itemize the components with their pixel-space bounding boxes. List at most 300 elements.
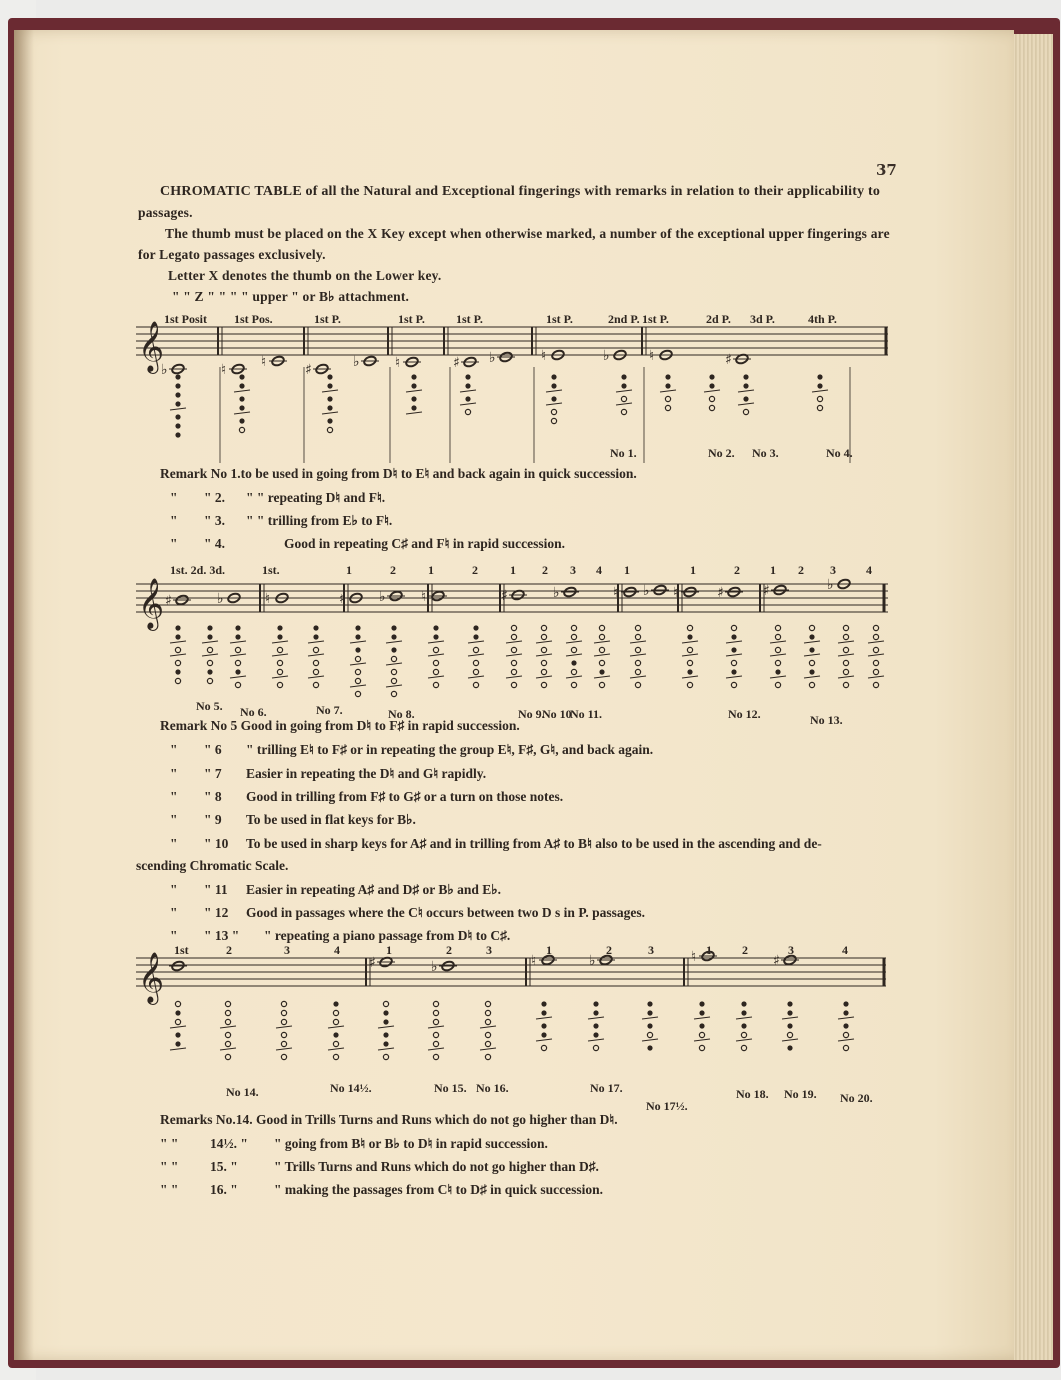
divider-stroke <box>682 676 698 678</box>
open-key-circle <box>635 625 640 630</box>
open-key-circle <box>551 418 556 423</box>
open-key-circle <box>485 1010 490 1015</box>
divider-stroke <box>838 654 854 656</box>
open-key-circle <box>731 660 736 665</box>
open-key-circle <box>511 682 516 687</box>
divider-stroke <box>480 1026 496 1028</box>
fingering-label: 2 <box>390 563 396 577</box>
divider-stroke <box>220 1048 236 1050</box>
closed-key-dot <box>593 1010 598 1015</box>
open-key-circle <box>843 669 848 674</box>
open-key-circle <box>741 1045 746 1050</box>
divider-stroke <box>782 1017 798 1019</box>
open-key-circle <box>511 625 516 630</box>
position-label: 1st P. <box>546 312 573 326</box>
position-label: 1st P. <box>642 312 669 326</box>
open-key-circle <box>541 634 546 639</box>
closed-key-dot <box>383 1041 388 1046</box>
accidental-icon: ♭ <box>161 362 168 378</box>
remark-11: " " 11 Easier in repeating A♯ and D♯ or B♭ and E♭. <box>170 882 502 897</box>
closed-key-dot <box>621 383 626 388</box>
open-key-circle <box>485 1032 490 1037</box>
divider-stroke <box>812 390 828 392</box>
open-key-circle <box>485 1001 490 1006</box>
open-key-circle <box>873 660 878 665</box>
divider-stroke <box>406 412 422 414</box>
open-key-circle <box>473 682 478 687</box>
divider-stroke <box>202 641 218 643</box>
divider-stroke <box>230 654 246 656</box>
open-key-circle <box>571 647 576 652</box>
closed-key-dot <box>207 625 212 630</box>
closed-key-dot <box>207 634 212 639</box>
open-key-circle <box>473 669 478 674</box>
open-key-circle <box>599 634 604 639</box>
open-key-circle <box>843 634 848 639</box>
fingering-number-label: No 4. <box>826 446 853 460</box>
divider-stroke <box>630 676 646 678</box>
open-key-circle <box>355 656 360 661</box>
open-key-circle <box>541 682 546 687</box>
open-key-circle <box>313 669 318 674</box>
divider-stroke <box>536 641 552 643</box>
open-key-circle <box>687 682 692 687</box>
open-key-circle <box>333 1010 338 1015</box>
divider-stroke <box>536 1017 552 1019</box>
open-key-circle <box>333 1019 338 1024</box>
divider-stroke <box>804 641 820 643</box>
closed-key-dot <box>787 1010 792 1015</box>
open-key-circle <box>277 682 282 687</box>
treble-clef-icon: 𝄞 <box>138 321 165 372</box>
position-label: 2d P. <box>706 312 731 326</box>
accidental-icon: ♮ <box>221 362 227 378</box>
accidental-icon: ♭ <box>431 959 438 975</box>
open-key-circle <box>787 1032 792 1037</box>
divider-stroke <box>328 1026 344 1028</box>
divider-stroke <box>308 654 324 656</box>
open-key-circle <box>485 1019 490 1024</box>
staff-3-svg <box>130 942 900 1122</box>
fingering-number-label: No 8. <box>388 707 415 721</box>
remark-4: " " 4. Good in repeating C♯ and F♮ in rapid succession. <box>170 536 565 551</box>
open-key-circle <box>225 1032 230 1037</box>
closed-key-dot <box>239 405 244 410</box>
closed-key-dot <box>571 660 576 665</box>
divider-stroke <box>308 641 324 643</box>
accidental-icon: ♯ <box>717 585 724 601</box>
fingering-number-label: No 17. <box>590 1081 623 1095</box>
closed-key-dot <box>593 1023 598 1028</box>
open-key-circle <box>873 634 878 639</box>
closed-key-dot <box>699 1001 704 1006</box>
fingering-label: 1st <box>174 943 189 957</box>
open-key-circle <box>277 647 282 652</box>
position-label: 1st Posit <box>164 312 207 326</box>
accidental-icon: ♮ <box>541 348 547 364</box>
accidental-icon: ♯ <box>725 352 732 368</box>
accidental-icon: ♯ <box>763 583 770 599</box>
open-key-circle <box>687 647 692 652</box>
closed-key-dot <box>809 669 814 674</box>
open-key-circle <box>333 1041 338 1046</box>
fingering-label: 2 <box>542 563 548 577</box>
open-key-circle <box>571 634 576 639</box>
open-key-circle <box>277 669 282 674</box>
fingering-label: 2 <box>446 943 452 957</box>
open-key-circle <box>281 1010 286 1015</box>
fingering-label: 3 <box>284 943 290 957</box>
open-key-circle <box>687 660 692 665</box>
open-key-circle <box>809 682 814 687</box>
closed-key-dot <box>391 634 396 639</box>
accidental-icon: ♯ <box>773 953 780 969</box>
open-key-circle <box>809 625 814 630</box>
accidental-icon: ♯ <box>453 355 460 371</box>
open-key-circle <box>207 647 212 652</box>
open-key-circle <box>175 1001 180 1006</box>
closed-key-dot <box>175 1032 180 1037</box>
divider-stroke <box>736 1017 752 1019</box>
closed-key-dot <box>593 1001 598 1006</box>
divider-stroke <box>738 390 754 392</box>
closed-key-dot <box>411 405 416 410</box>
fingering-number-label: No 6. <box>240 705 267 719</box>
open-key-circle <box>593 1045 598 1050</box>
open-key-circle <box>281 1001 286 1006</box>
closed-key-dot <box>355 647 360 652</box>
divider-stroke <box>276 1048 292 1050</box>
open-key-circle <box>225 1054 230 1059</box>
closed-key-dot <box>235 625 240 630</box>
remark-2: " " 2. " " repeating D♮ and F♮. <box>170 490 386 505</box>
accidental-icon: ♮ <box>649 348 655 364</box>
intro-line-6: " " Z " " " " upper " or B♭ attachment. <box>172 289 410 304</box>
divider-stroke <box>386 641 402 643</box>
closed-key-dot <box>277 634 282 639</box>
divider-stroke <box>630 641 646 643</box>
divider-stroke <box>782 1039 798 1041</box>
closed-key-dot <box>809 634 814 639</box>
closed-key-dot <box>235 669 240 674</box>
closed-key-dot <box>465 374 470 379</box>
divider-stroke <box>704 390 720 392</box>
closed-key-dot <box>411 396 416 401</box>
open-key-circle <box>313 682 318 687</box>
accidental-icon: ♮ <box>691 949 697 965</box>
closed-key-dot <box>665 383 670 388</box>
accidental-icon: ♯ <box>339 591 346 607</box>
open-key-circle <box>207 660 212 665</box>
open-key-circle <box>473 660 478 665</box>
divider-stroke <box>350 663 366 665</box>
page-number: 37 <box>876 161 897 179</box>
fingering-number-label: No 11. <box>570 707 603 721</box>
divider-stroke <box>350 685 366 687</box>
closed-key-dot <box>647 1001 652 1006</box>
divider-stroke <box>630 654 646 656</box>
accidental-icon: ♯ <box>305 362 312 378</box>
open-key-circle <box>277 660 282 665</box>
divider-stroke <box>616 390 632 392</box>
open-key-circle <box>433 1001 438 1006</box>
fingering-label: 1st. <box>262 563 280 577</box>
accidental-icon: ♭ <box>589 953 596 969</box>
open-key-circle <box>383 1054 388 1059</box>
open-key-circle <box>843 1032 848 1037</box>
closed-key-dot <box>817 374 822 379</box>
fingering-label: 2 <box>742 943 748 957</box>
divider-stroke <box>378 1026 394 1028</box>
closed-key-dot <box>731 669 736 674</box>
accidental-icon: ♮ <box>395 355 401 371</box>
fingering-label: 4 <box>334 943 340 957</box>
accidental-icon: ♮ <box>673 585 679 601</box>
divider-stroke <box>770 641 786 643</box>
music-system-1 <box>130 305 900 485</box>
open-key-circle <box>433 1041 438 1046</box>
position-label: 3d P. <box>750 312 775 326</box>
divider-stroke <box>694 1017 710 1019</box>
fingering-number-label: No 14½. <box>330 1081 372 1095</box>
divider-stroke <box>838 1039 854 1041</box>
closed-key-dot <box>355 634 360 639</box>
accidental-icon: ♮ <box>421 589 427 605</box>
divider-stroke <box>386 685 402 687</box>
closed-key-dot <box>743 383 748 388</box>
fingering-label: 1 <box>346 563 352 577</box>
remark-3: " " 3. " " trilling from E♭ to F♮. <box>170 513 393 528</box>
fingering-number-label: No 10 <box>542 707 572 721</box>
closed-key-dot <box>699 1023 704 1028</box>
open-key-circle <box>775 634 780 639</box>
divider-stroke <box>386 663 402 665</box>
closed-key-dot <box>709 383 714 388</box>
closed-key-dot <box>277 625 282 630</box>
accidental-icon: ♭ <box>603 348 610 364</box>
closed-key-dot <box>665 374 670 379</box>
closed-key-dot <box>175 669 180 674</box>
closed-key-dot <box>175 1041 180 1046</box>
fingering-number-label: No 17½. <box>646 1099 688 1113</box>
open-key-circle <box>541 669 546 674</box>
closed-key-dot <box>175 423 180 428</box>
closed-key-dot <box>741 1023 746 1028</box>
open-key-circle <box>843 1045 848 1050</box>
fingering-number-label: No 19. <box>784 1087 817 1101</box>
open-key-circle <box>473 647 478 652</box>
closed-key-dot <box>465 396 470 401</box>
closed-key-dot <box>551 396 556 401</box>
open-key-circle <box>709 405 714 410</box>
divider-stroke <box>350 641 366 643</box>
open-key-circle <box>635 669 640 674</box>
open-key-circle <box>433 1010 438 1015</box>
divider-stroke <box>170 1026 186 1028</box>
closed-key-dot <box>743 374 748 379</box>
accidental-icon: ♮ <box>613 585 619 601</box>
divider-stroke <box>428 641 444 643</box>
divider-stroke <box>406 390 422 392</box>
closed-key-dot <box>175 414 180 419</box>
open-key-circle <box>541 660 546 665</box>
remark-1: Remark No 1.to be used in going from D♮ to E♮ and back again in quick succession. <box>160 466 637 481</box>
closed-key-dot <box>731 634 736 639</box>
open-key-circle <box>635 647 640 652</box>
closed-key-dot <box>551 383 556 388</box>
open-key-circle <box>511 634 516 639</box>
open-key-circle <box>485 1041 490 1046</box>
divider-stroke <box>736 1039 752 1041</box>
fingering-label: 1 <box>770 563 776 577</box>
treble-clef-icon: 𝄞 <box>138 578 165 629</box>
accidental-icon: ♭ <box>217 591 224 607</box>
divider-stroke <box>616 403 632 405</box>
open-key-circle <box>843 682 848 687</box>
open-key-circle <box>391 656 396 661</box>
remark-14-half: " " 14½. " " going from B♮ or B♭ to D♮ in rapid succession. <box>160 1136 548 1151</box>
open-key-circle <box>817 396 822 401</box>
divider-stroke <box>460 390 476 392</box>
accidental-icon: ♮ <box>265 591 271 607</box>
divider-stroke <box>468 654 484 656</box>
open-key-circle <box>599 660 604 665</box>
closed-key-dot <box>327 396 332 401</box>
accidental-icon: ♮ <box>531 953 537 969</box>
open-key-circle <box>599 625 604 630</box>
fingering-label: 4 <box>866 563 872 577</box>
closed-key-dot <box>541 1010 546 1015</box>
fingering-label: 2 <box>734 563 740 577</box>
open-key-circle <box>355 678 360 683</box>
closed-key-dot <box>433 625 438 630</box>
fingering-label: 1 <box>624 563 630 577</box>
fingering-label: 2 <box>798 563 804 577</box>
open-key-circle <box>175 647 180 652</box>
closed-key-dot <box>383 1019 388 1024</box>
divider-stroke <box>276 1026 292 1028</box>
closed-key-dot <box>743 396 748 401</box>
accidental-icon: ♭ <box>353 354 360 370</box>
position-label: 4th P. <box>808 312 837 326</box>
open-key-circle <box>647 1032 652 1037</box>
open-key-circle <box>355 691 360 696</box>
position-label: 1st Pos. <box>234 312 273 326</box>
open-key-circle <box>383 1001 388 1006</box>
divider-stroke <box>642 1039 658 1041</box>
closed-key-dot <box>699 1010 704 1015</box>
remark-15: " " 15. " " Trills Turns and Runs which do not go higher than D♯. <box>160 1159 599 1174</box>
divider-stroke <box>546 390 562 392</box>
open-key-circle <box>621 409 626 414</box>
divider-stroke <box>428 1048 444 1050</box>
closed-key-dot <box>843 1010 848 1015</box>
remark-8: " " 8 Good in trilling from F♯ to G♯ or a turn on those notes. <box>170 789 564 804</box>
divider-stroke <box>480 1048 496 1050</box>
open-key-circle <box>239 427 244 432</box>
divider-stroke <box>642 1017 658 1019</box>
closed-key-dot <box>175 383 180 388</box>
open-key-circle <box>225 1019 230 1024</box>
open-key-circle <box>433 1032 438 1037</box>
open-key-circle <box>225 1010 230 1015</box>
divider-stroke <box>838 1017 854 1019</box>
divider-stroke <box>682 654 698 656</box>
divider-stroke <box>594 676 610 678</box>
closed-key-dot <box>239 418 244 423</box>
divider-stroke <box>506 676 522 678</box>
fingering-number-label: No 2. <box>708 446 735 460</box>
closed-key-dot <box>809 647 814 652</box>
divider-stroke <box>230 676 246 678</box>
closed-key-dot <box>647 1045 652 1050</box>
open-key-circle <box>433 647 438 652</box>
open-key-circle <box>843 647 848 652</box>
open-key-circle <box>873 682 878 687</box>
accidental-icon: ♭ <box>379 589 386 605</box>
divider-stroke <box>566 641 582 643</box>
open-key-circle <box>225 1041 230 1046</box>
open-key-circle <box>775 660 780 665</box>
open-key-circle <box>511 647 516 652</box>
divider-stroke <box>428 1026 444 1028</box>
closed-key-dot <box>383 1010 388 1015</box>
fingering-number-label: No 16. <box>476 1081 509 1095</box>
fingering-label: 2 <box>472 563 478 577</box>
divider-stroke <box>328 1048 344 1050</box>
divider-stroke <box>220 1026 236 1028</box>
page-edges <box>1009 34 1053 1360</box>
divider-stroke <box>428 654 444 656</box>
closed-key-dot <box>741 1001 746 1006</box>
divider-stroke <box>726 641 742 643</box>
closed-key-dot <box>433 634 438 639</box>
divider-stroke <box>202 654 218 656</box>
open-key-circle <box>511 669 516 674</box>
divider-stroke <box>838 641 854 643</box>
remark-13: " " 13 " " repeating a piano passage from D♮ to C♯. <box>170 928 511 943</box>
closed-key-dot <box>239 396 244 401</box>
closed-key-dot <box>817 383 822 388</box>
closed-key-dot <box>383 1032 388 1037</box>
divider-stroke <box>170 641 186 643</box>
closed-key-dot <box>843 1001 848 1006</box>
open-key-circle <box>327 427 332 432</box>
fingering-label: 1 <box>510 563 516 577</box>
treble-clef-icon: 𝄞 <box>138 952 165 1003</box>
position-label: 1st P. <box>456 312 483 326</box>
open-key-circle <box>433 660 438 665</box>
divider-stroke <box>378 1048 394 1050</box>
divider-stroke <box>272 654 288 656</box>
open-key-circle <box>391 678 396 683</box>
open-key-circle <box>175 660 180 665</box>
closed-key-dot <box>235 634 240 639</box>
accidental-icon: ♭ <box>643 583 650 599</box>
divider-stroke <box>468 676 484 678</box>
divider-stroke <box>506 654 522 656</box>
closed-key-dot <box>207 669 212 674</box>
open-key-circle <box>207 678 212 683</box>
closed-key-dot <box>775 669 780 674</box>
open-key-circle <box>731 625 736 630</box>
remark-14: Remarks No.14. Good in Trills Turns and Runs which do not go higher than D♮. <box>160 1112 618 1127</box>
closed-key-dot <box>687 634 692 639</box>
open-key-circle <box>699 1032 704 1037</box>
fingering-label: 3 <box>648 943 654 957</box>
divider-stroke <box>460 403 476 405</box>
divider-stroke <box>170 1048 186 1050</box>
